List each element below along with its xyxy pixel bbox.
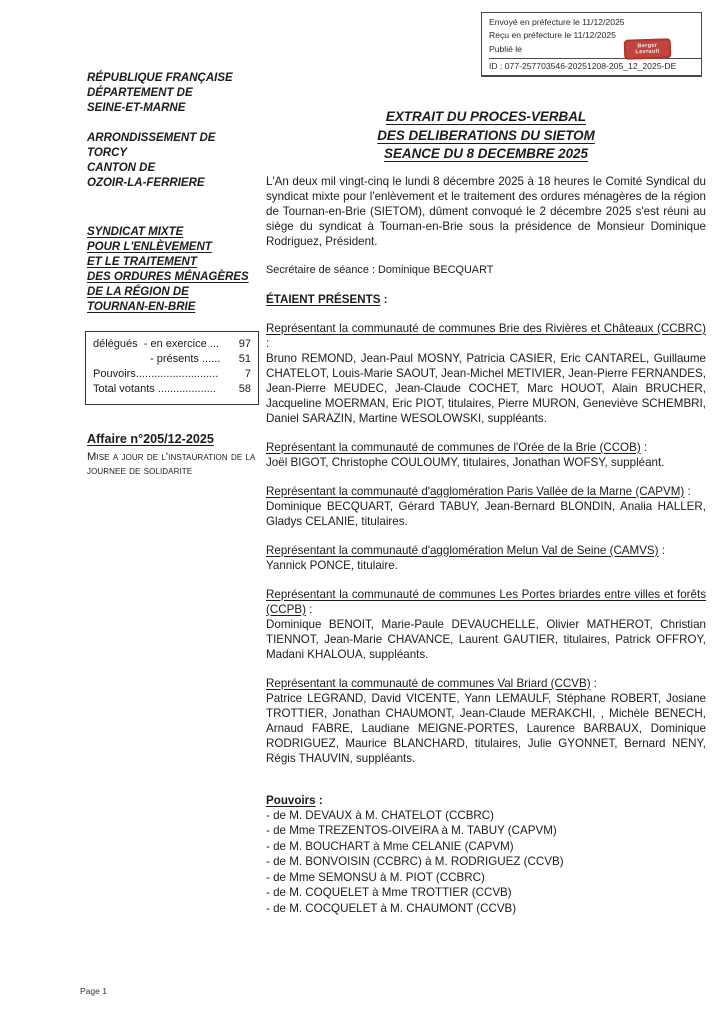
title-line-2: DES DELIBERATIONS DU SIETOM — [377, 127, 595, 143]
secretary-line: Secrétaire de séance : Dominique BECQUART — [266, 263, 494, 276]
section-camvs — [266, 543, 706, 573]
syndicat-line: TOURNAN-EN-BRIE — [87, 301, 196, 313]
pouvoir-item: - de M. BOUCHART à Mme CELANIE (CAPVM) — [266, 839, 514, 853]
page-number: Page 1 — [80, 986, 107, 996]
total-voters-label: Total votants ................... — [93, 383, 216, 395]
berger-levrault-logo-text-2: Levrault — [635, 48, 660, 56]
affaire-subject: Mise a jour de l'instauration de la journee de solidarite — [87, 451, 256, 477]
stamp-id-line: ID : 077-257703546-20251208-205_12_2025-DE — [489, 58, 701, 73]
berger-levrault-logo-text-1: Berger — [637, 42, 658, 49]
section-heading-colon: : — [266, 336, 270, 350]
title-line-3: SEANCE DU 8 DECEMBRE 2025 — [384, 146, 588, 161]
pouvoir-item: - de Mme TREZENTOS-OIVEIRA à M. TABUY (CAPVM) — [266, 824, 557, 838]
pouvoirs-section — [266, 793, 706, 917]
stamp-received-line: Reçu en préfecture le 11/12/2025 — [489, 30, 616, 41]
departement-name-line: SEINE-ET-MARNE — [87, 102, 186, 114]
section-heading-colon: : — [305, 602, 313, 616]
berger-levrault-logo — [624, 38, 672, 60]
section-heading-colon: : — [640, 440, 648, 454]
section-heading: Représentant la communauté de communes Brie des Rivières et Châteaux (CCBRC) — [266, 321, 706, 335]
total-voters-row — [93, 382, 251, 397]
delegates-in-office-label: délégués - en exercice ... — [93, 338, 219, 350]
section-heading-colon: : — [590, 676, 598, 690]
prefecture-stamp-box — [481, 12, 702, 77]
pouvoirs-count-label: Pouvoirs........................... — [93, 368, 219, 380]
section-heading: Représentant la communauté de communes Val Briard (CCVB) — [266, 676, 591, 690]
section-body: Dominique BECQUART, Gérard TABUY, Jean-Bernard BLONDIN, Analia HALLER, Gladys CELANIE, titulaires. — [266, 499, 706, 528]
pouvoir-item: - de M. DEVAUX à M. CHATELOT (CCBRC) — [266, 808, 495, 822]
section-ccbrc — [266, 321, 706, 426]
syndicat-line: DES ORDURES MÉNAGÈRES — [87, 271, 249, 283]
stamp-published-line: Publié le — [489, 43, 522, 54]
republique-block — [87, 71, 265, 116]
title-line-1: EXTRAIT DU PROCES-VERBAL — [385, 109, 587, 124]
syndicat-block — [87, 225, 265, 315]
section-ccob — [266, 440, 706, 470]
pouvoirs-count-row — [93, 367, 251, 382]
left-column — [87, 71, 265, 478]
section-body: Patrice LEGRAND, David VICENTE, Yann LEMAULF, Stéphane ROBERT, Josiane TROTTIER, Jonathan CHAUMONT, Jean-Claude MERAKCHI, , Michèle BENECH, Arnaud FABRE, Laudiane MEIGNE-PORTES, Laurence BARBAUX, Dominique RODRIGUEZ, Maurice BLANCHARD, titulaires, Julie GYONNET, Bernard NENY, Régis THAUVIN, suppléants. — [266, 691, 706, 765]
canton-name-line: OZOIR-LA-FERRIERE — [87, 177, 205, 189]
syndicat-line: ET LE TRAITEMENT — [87, 256, 197, 268]
section-heading: Représentant la communauté de communes Les Portes briardes entre villes et forêts (CCPB) — [266, 587, 706, 616]
section-heading: Représentant la communauté d'agglomération Paris Vallée de la Marne (CAPVM) — [266, 484, 685, 498]
delegates-present-row — [93, 352, 251, 367]
arrondissement-block — [87, 131, 265, 191]
canton-line: CANTON DE — [87, 162, 156, 174]
affaire-number: Affaire n°205/12-2025 — [87, 432, 214, 446]
republique-line: RÉPUBLIQUE FRANÇAISE — [87, 72, 233, 84]
main-column — [266, 108, 706, 917]
intro-paragraph: L'An deux mil vingt-cinq le lundi 8 décembre 2025 à 18 heures le Comité Syndical du syndicat mixte pour l'enlèvement et le traitement des ordures ménagères de la région de Tournan-en-Brie (SIETOM), dûment convoqué le 2 décembre 2025 s'est réuni au siège du syndicat à Tournan-en-Brie sous la présidence de Monsieur Dominique Rodriguez, Président. — [266, 174, 706, 248]
section-ccpb — [266, 587, 706, 662]
pouvoir-item: - de Mme SEMONSU à M. PIOT (CCBRC) — [266, 870, 485, 884]
pouvoir-item: - de M. COCQUELET à M. CHAUMONT (CCVB) — [266, 902, 517, 916]
pouvoir-item: - de M. COQUELET à Mme TROTTIER (CCVB) — [266, 886, 512, 900]
pouvoirs-heading-colon: : — [315, 793, 323, 807]
section-capvm — [266, 484, 706, 529]
arrondissement-line: ARRONDISSEMENT DE — [87, 132, 216, 144]
section-ccvb — [266, 676, 706, 766]
section-heading: Représentant la communauté de communes de l'Orée de la Brie (CCOB) — [266, 440, 641, 454]
syndicat-line: SYNDICAT MIXTE — [87, 226, 184, 238]
delegates-present-label: - présents ...... — [150, 353, 221, 365]
delegates-present-value: 51 — [238, 353, 251, 365]
delegates-in-office-row — [93, 337, 251, 352]
arrondissement-name-line: TORCY — [87, 147, 128, 159]
document-title — [266, 108, 706, 164]
departement-line: DÉPARTEMENT DE — [87, 87, 193, 99]
present-heading: ÉTAIENT PRÉSENTS : — [266, 292, 388, 306]
delegates-in-office-value: 97 — [238, 338, 251, 350]
section-body: Bruno REMOND, Jean-Paul MOSNY, Patricia CASIER, Eric CANTAREL, Guillaume CHATELOT, Louis-Marie SAOUT, Jean-Michel METIVIER, Jean-Pierre FERNANDES, Jean-Pierre MEUDEC, Jean-Claude COCHET, Marc HOUOT, Alain BRUCHER, Jacqueline MOERMAN, Eric PIOT, titulaires, Pierre MURON, Geneviève SCHEMBRI, Daniel SARAZIN, Martine WESOLOWSKI, suppléants. — [266, 351, 706, 425]
delegates-count-box — [85, 331, 259, 405]
pouvoirs-heading: Pouvoirs : — [266, 793, 323, 807]
section-heading-colon: : — [658, 543, 665, 557]
total-voters-value: 58 — [238, 383, 251, 395]
pouvoir-item: - de M. BONVOISIN (CCBRC) à M. RODRIGUEZ (CCVB) — [266, 855, 564, 869]
present-heading-colon: : — [380, 292, 388, 306]
section-body: Yannick PONCE, titulaire. — [266, 558, 398, 572]
stamp-sent-line: Envoyé en préfecture le 11/12/2025 — [489, 17, 625, 27]
section-body: Dominique BENOIT, Marie-Paule DEVAUCHELLE, Olivier MATHEROT, Christian TIENNOT, Jean-Marie CHAVANCE, Laurent GAUTIER, titulaires, Patrick OFFROY, Madani KHALOUA, suppléants. — [266, 617, 706, 661]
section-heading: Représentant la communauté d'agglomération Melun Val de Seine (CAMVS) — [266, 543, 659, 557]
syndicat-line: POUR L'ENLÈVEMENT — [87, 241, 212, 253]
syndicat-line: DE LA RÉGION DE — [87, 286, 189, 298]
pouvoirs-count-value: 7 — [244, 368, 251, 380]
section-heading-colon: : — [684, 484, 691, 498]
section-body: Joël BIGOT, Christophe COULOUMY, titulaires, Jonathan WOFSY, suppléant. — [266, 455, 665, 469]
